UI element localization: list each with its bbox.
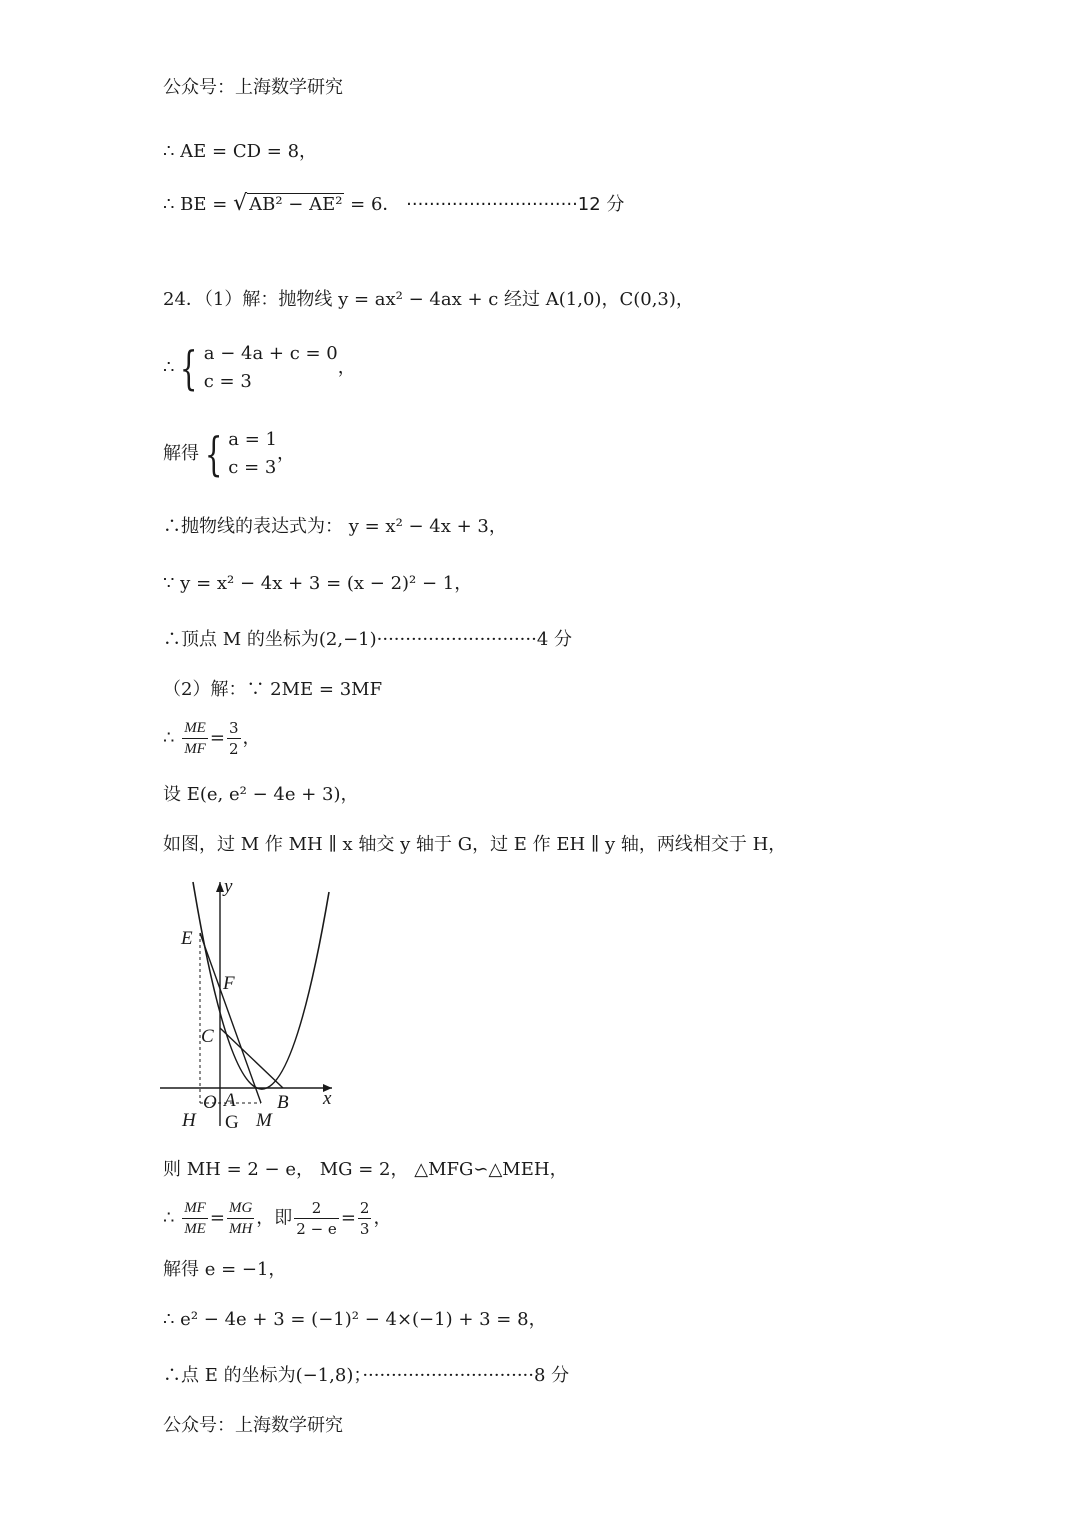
line-similar-triangles: 则 MH = 2 − e， MG = 2， △MFG∽△MEH，	[163, 1159, 568, 1180]
frac-2-num-b: 2	[359, 1199, 370, 1217]
frac-me-den-2: ME	[184, 1221, 206, 1237]
line-e-y-value: ∴ e² − 4e + 3 = (−1)² − 4×(−1) + 3 = 8，	[163, 1309, 547, 1330]
equals-sign-3: =	[340, 1207, 356, 1229]
solve-label: 解得	[163, 443, 199, 464]
frac-me-den: MF	[184, 741, 206, 757]
line-ae-cd: ∴ AE = CD = 8，	[163, 141, 318, 162]
label-y: y	[224, 876, 233, 897]
label-b: B	[277, 1092, 289, 1113]
line-point-e: ∴点 E 的坐标为(−1,8)；······························8 分	[163, 1365, 570, 1386]
problem-24-part2: （2）解：∵ 2ME = 3MF	[163, 679, 383, 700]
label-g: G	[225, 1112, 239, 1133]
system-2-eq1: a = 1	[228, 429, 277, 450]
label-m: M	[256, 1110, 272, 1131]
label-e: E	[181, 928, 193, 949]
problem-24-part1: 24．（1）解：抛物线 y = ax² − 4ax + c 经过 A(1,0)，C(0,3)，	[163, 289, 694, 310]
line-be: ∴ BE = √ AB² − AE² = 6． ······························12 分	[163, 191, 625, 216]
therefore-symbol-2: ∴	[163, 727, 175, 749]
line-vertex-m: ∴顶点 M 的坐标为(2,−1)····························4 分	[163, 629, 573, 650]
ratio-comma: ，	[242, 727, 261, 749]
line-proportion	[163, 1198, 391, 1239]
proportion-comma: ，	[373, 1207, 392, 1229]
label-a: A	[224, 1090, 236, 1111]
line-solve-e: 解得 e = −1，	[163, 1259, 287, 1280]
system-2-comma: ，	[277, 443, 295, 464]
footer-watermark: 公众号：上海数学研究	[163, 1415, 343, 1436]
parabola-figure	[160, 876, 350, 1136]
header-watermark: 公众号：上海数学研究	[163, 77, 343, 98]
frac-mh-den: MH	[228, 1221, 253, 1237]
label-h: H	[182, 1110, 196, 1131]
score-12: ······························12 分	[406, 194, 625, 215]
therefore-symbol: ∴	[163, 357, 175, 378]
line-cb	[220, 1028, 283, 1088]
frac-3-den: 3	[359, 1220, 370, 1238]
equals-sign-2: =	[209, 1207, 225, 1229]
frac-mf-num: MF	[182, 1198, 208, 1219]
system-1: ∴ { a − 4a + c = 0 c = 3 ，	[163, 341, 356, 395]
be-rhs: = 6．	[344, 194, 401, 215]
therefore-symbol-3: ∴	[163, 1207, 175, 1229]
label-o: O	[203, 1092, 217, 1113]
frac-3-num: 3	[228, 719, 239, 737]
parabola-curve	[193, 882, 329, 1089]
system-1-eq1: a − 4a + c = 0	[203, 343, 338, 364]
be-lhs: ∴ BE =	[163, 194, 234, 215]
line-set-e: 设 E(e, e² − 4e + 3)，	[163, 784, 359, 805]
system-2: 解得 { a = 1 c = 3 ，	[163, 427, 295, 481]
y-axis-arrow	[216, 882, 224, 892]
line-parabola-expression: ∴抛物线的表达式为： y = x² − 4x + 3，	[163, 516, 507, 537]
label-x: x	[323, 1088, 332, 1109]
label-c: C	[201, 1026, 214, 1047]
frac-me-num: ME	[182, 718, 208, 739]
line-construction: 如图，过 M 作 MH ∥ x 轴交 y 轴于 G，过 E 作 EH ∥ y 轴，两线相交于 H，	[163, 834, 787, 855]
frac-2-num: 2	[294, 1198, 339, 1219]
line-vertex-form: ∵ y = x² − 4x + 3 = (x − 2)² − 1，	[163, 573, 473, 594]
label-f: F	[223, 973, 235, 994]
be-radicand: AB² − AE²	[249, 194, 343, 215]
frac-2-den: 2	[228, 740, 239, 758]
system-2-eq2: c = 3	[228, 457, 277, 478]
system-1-eq2: c = 3	[203, 371, 252, 392]
frac-mg-num: MG	[227, 1198, 254, 1219]
line-ratio-me-mf	[163, 718, 261, 759]
frac-2-e-den: 2 − e	[296, 1220, 337, 1238]
system-1-comma: ，	[337, 357, 356, 378]
ie-label: ，即	[256, 1207, 293, 1229]
line-em	[200, 933, 261, 1103]
equals-sign: =	[209, 727, 225, 749]
